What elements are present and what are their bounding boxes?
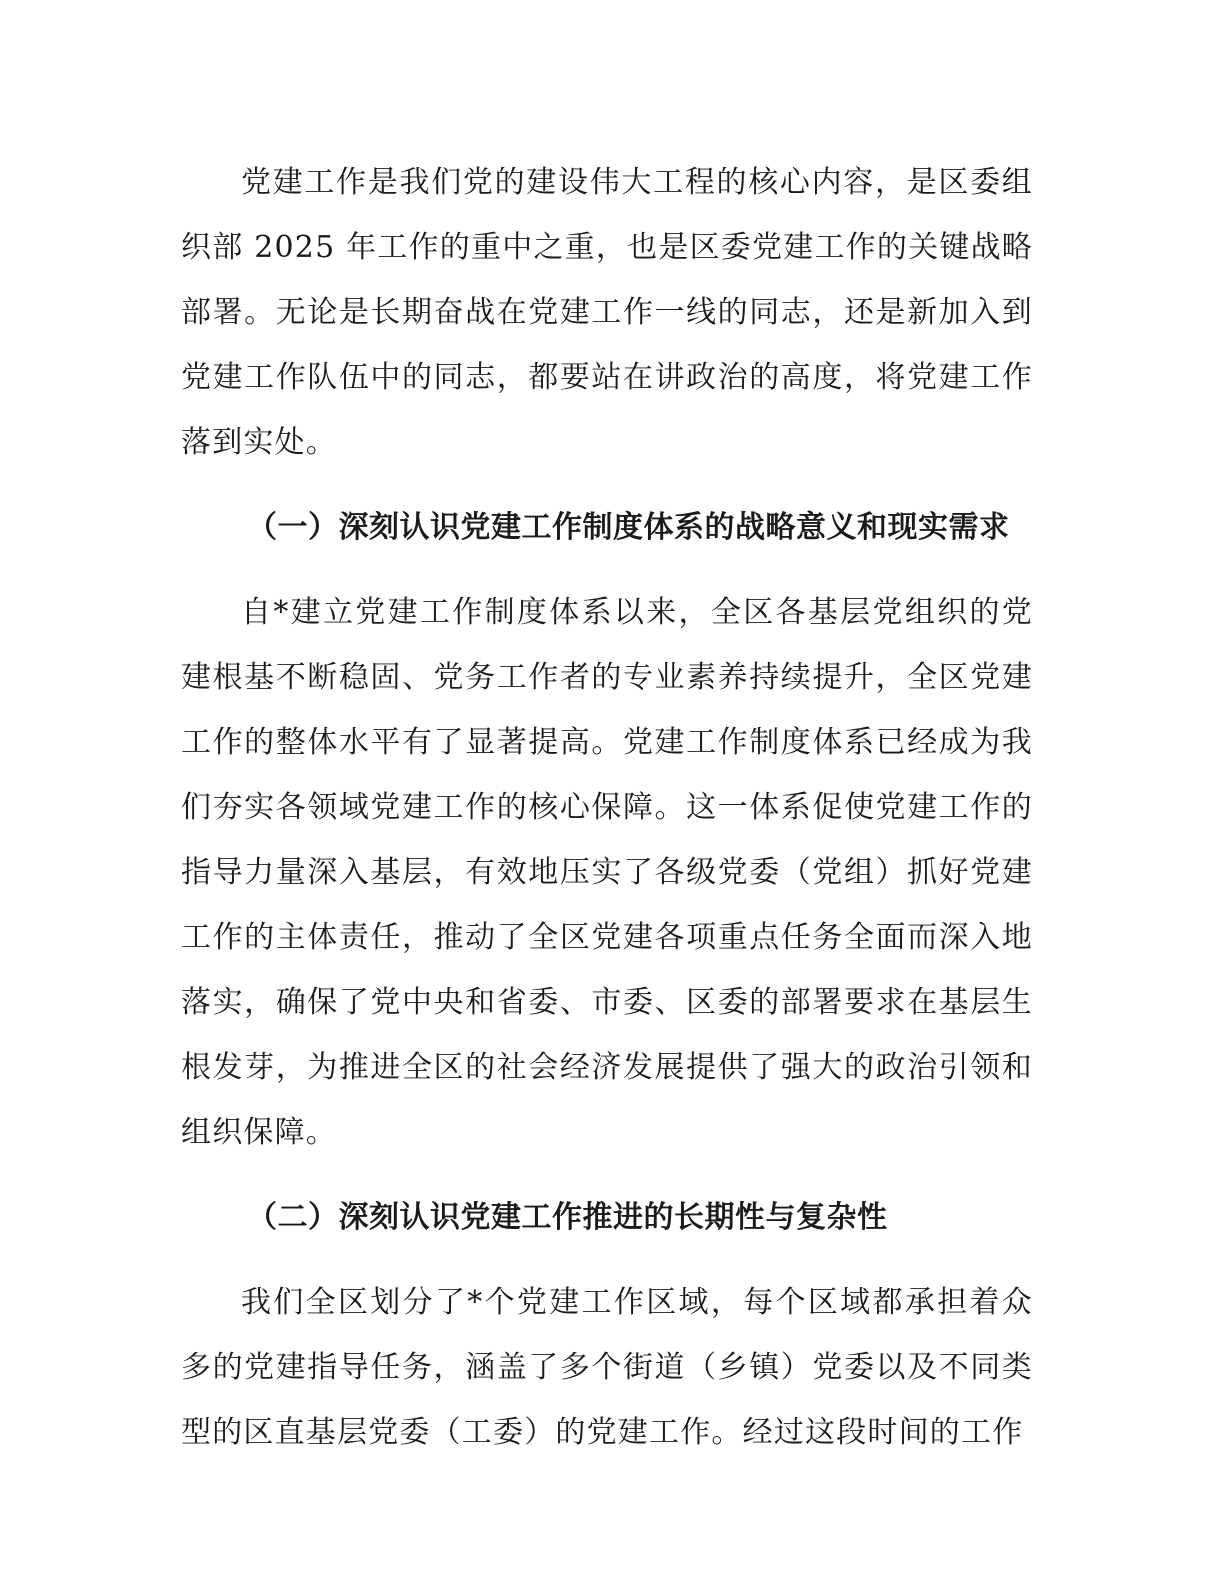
section-2-paragraph: 我们全区划分了*个党建工作区域，每个区域都承担着众多的党建指导任务，涵盖了多个街道（乡镇）党委以及不同类型的区直基层党委（工委）的党建工作。经过这段时间的工作 <box>181 1285 1033 1450</box>
intro-paragraph: 党建工作是我们党的建设伟大工程的核心内容，是区委组织部 2025 年工作的重中之重，也是区委党建工作的关键战略部署。无论是长期奋战在党建工作一线的同志，还是新加入到党建工作队伍中的同志，都要站在讲政治的高度，将党建工作落到实处。 <box>181 165 1033 460</box>
section-heading-2: （二）深刻认识党建工作推进的长期性与复杂性 <box>247 1200 888 1235</box>
section-1-paragraph: 自*建立党建工作制度体系以来，全区各基层党组织的党建根基不断稳固、党务工作者的专业素养持续提升，全区党建工作的整体水平有了显著提高。党建工作制度体系已经成为我们夯实各领域党建工作的核心保障。这一体系促使党建工作的指导力量深入基层，有效地压实了各级党委（党组）抓好党建工作的主体责任，推动了全区党建各项重点任务全面而深入地落实，确保了党中央和省委、市委、区委的部署要求在基层生根发芽，为推进全区的社会经济发展提供了强大的政治引领和组织保障。 <box>181 595 1033 1150</box>
document-body <box>181 150 1033 1465</box>
section-heading-1: （一）深刻认识党建工作制度体系的战略意义和现实需求 <box>247 510 1010 545</box>
